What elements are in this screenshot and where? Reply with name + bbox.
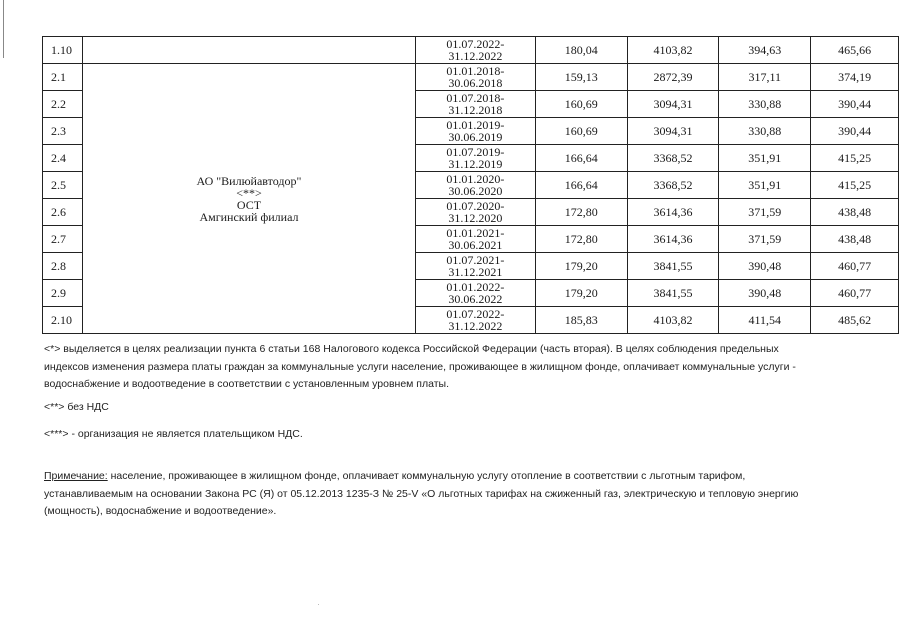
row-number: 2.7	[43, 226, 83, 253]
period-start: 01.07.2019-	[446, 145, 505, 159]
footnote-vat-line-3: водоснабжение и водоотведение в соответствии с установленным уровнем платы.	[44, 378, 450, 390]
period-start: 01.07.2022-	[446, 37, 505, 51]
row-number: 2.8	[43, 253, 83, 280]
period-cell	[416, 91, 536, 118]
period-end: 30.06.2019	[448, 130, 503, 144]
tariff-table	[42, 36, 899, 334]
value-cell-v3: 394,63	[719, 37, 811, 64]
value-cell-v4: 390,44	[811, 118, 899, 145]
period-end: 31.12.2022	[448, 49, 503, 63]
remark-text: население, проживающее в жилищном фонде, оплачивает коммунальную услугу отопление в соответствии с льготным тарифом,	[107, 470, 746, 482]
value-cell-v1: 172,80	[535, 226, 627, 253]
period-start: 01.07.2020-	[446, 199, 505, 213]
remark-line-3: (мощность), водоснабжение и водоотведение».	[44, 505, 277, 517]
value-cell-v2: 3841,55	[627, 280, 719, 307]
value-cell-v2: 2872,39	[627, 64, 719, 91]
period-cell	[416, 280, 536, 307]
value-cell-v4: 438,48	[811, 226, 899, 253]
value-cell-v1: 160,69	[535, 91, 627, 118]
row-number: 2.6	[43, 199, 83, 226]
period-start: 01.01.2018-	[446, 64, 505, 78]
row-number: 2.10	[43, 307, 83, 334]
value-cell-v3: 371,59	[719, 226, 811, 253]
period-end: 31.12.2020	[448, 211, 503, 225]
scan-speck	[318, 604, 319, 605]
period-cell	[416, 37, 536, 64]
value-cell-v3: 351,91	[719, 145, 811, 172]
value-cell-v4: 415,25	[811, 172, 899, 199]
period-cell	[416, 253, 536, 280]
value-cell-v1: 179,20	[535, 253, 627, 280]
period-cell	[416, 118, 536, 145]
period-cell	[416, 64, 536, 91]
period-cell	[416, 145, 536, 172]
period-start: 01.01.2022-	[446, 280, 505, 294]
value-cell-v2: 3841,55	[627, 253, 719, 280]
period-end: 31.12.2021	[448, 265, 503, 279]
period-end: 31.12.2022	[448, 319, 503, 333]
row-number: 2.9	[43, 280, 83, 307]
value-cell-v2: 3614,36	[627, 226, 719, 253]
margin-line	[3, 0, 4, 58]
period-start: 01.07.2022-	[446, 307, 505, 321]
period-cell	[416, 172, 536, 199]
value-cell-v1: 179,20	[535, 280, 627, 307]
value-cell-v1: 166,64	[535, 172, 627, 199]
table-row	[43, 37, 899, 64]
row-number: 2.2	[43, 91, 83, 118]
value-cell-v2: 3614,36	[627, 199, 719, 226]
value-cell-v3: 317,11	[719, 64, 811, 91]
period-cell	[416, 307, 536, 334]
value-cell-v1: 166,64	[535, 145, 627, 172]
table-row	[43, 64, 899, 91]
value-cell-v4: 390,44	[811, 91, 899, 118]
row-number: 2.5	[43, 172, 83, 199]
value-cell-v3: 330,88	[719, 118, 811, 145]
row-number: 2.1	[43, 64, 83, 91]
footnote-vat-line-2: индексов изменения размера платы граждан за коммунальные услуги население, проживающее в жилищном фонде, оплачивает коммунальные услуги -	[44, 360, 796, 373]
value-cell-v2: 4103,82	[627, 307, 719, 334]
value-cell-v2: 3094,31	[627, 118, 719, 145]
period-end: 30.06.2018	[448, 76, 503, 90]
value-cell-v3: 351,91	[719, 172, 811, 199]
value-cell-v2: 3094,31	[627, 91, 719, 118]
period-end: 30.06.2021	[448, 238, 503, 252]
value-cell-v3: 371,59	[719, 199, 811, 226]
value-cell-v4: 374,19	[811, 64, 899, 91]
value-cell-v4: 438,48	[811, 199, 899, 226]
value-cell-v4: 415,25	[811, 145, 899, 172]
value-cell-v4: 485,62	[811, 307, 899, 334]
period-start: 01.01.2019-	[446, 118, 505, 132]
org-cell-empty	[82, 37, 415, 64]
remark-line-2: устанавливаемым на основании Закона РС (Я) от 05.12.2013 1235-З № 25-V «О льготных тарифах на сжиженный газ, электрическую и тепловую энергию	[44, 487, 799, 500]
remark	[44, 468, 844, 521]
value-cell-v1: 160,69	[535, 118, 627, 145]
org-line2: <**>	[236, 185, 262, 200]
footnote-no-vat: <**> без НДС	[44, 401, 109, 413]
value-cell-v2: 3368,52	[627, 145, 719, 172]
value-cell-v4: 465,66	[811, 37, 899, 64]
value-cell-v1: 172,80	[535, 199, 627, 226]
value-cell-v3: 390,48	[719, 253, 811, 280]
period-end: 31.12.2019	[448, 157, 503, 171]
period-cell	[416, 199, 536, 226]
org-cell	[82, 64, 415, 334]
value-cell-v3: 411,54	[719, 307, 811, 334]
period-end: 31.12.2018	[448, 103, 503, 117]
period-cell	[416, 226, 536, 253]
value-cell-v1: 180,04	[535, 37, 627, 64]
value-cell-v2: 3368,52	[627, 172, 719, 199]
remark-label: Примечание:	[44, 470, 108, 482]
period-start: 01.07.2018-	[446, 91, 505, 105]
value-cell-v4: 460,77	[811, 280, 899, 307]
period-end: 30.06.2022	[448, 292, 503, 306]
value-cell-v2: 4103,82	[627, 37, 719, 64]
org-line4: Амгинский филиал	[199, 209, 299, 224]
value-cell-v4: 460,77	[811, 253, 899, 280]
value-cell-v3: 330,88	[719, 91, 811, 118]
footnote-not-vat-payer: <***> - организация не является плательщиком НДС.	[44, 428, 303, 440]
row-number: 2.4	[43, 145, 83, 172]
org-line1: АО "Вилюйавтодор"	[196, 173, 302, 188]
row-number: 2.3	[43, 118, 83, 145]
footnote-vat	[44, 341, 844, 394]
period-start: 01.07.2021-	[446, 253, 505, 267]
value-cell-v1: 159,13	[535, 64, 627, 91]
org-line3: ОСТ	[236, 197, 262, 212]
period-start: 01.01.2020-	[446, 172, 505, 186]
remark-line-1	[44, 468, 844, 486]
footnote-vat-line-1: <*> выделяется в целях реализации пункта 6 статьи 168 Налогового кодекса Российской Федерации (часть вторая). В целях соблюдения предельных	[44, 343, 779, 355]
period-start: 01.01.2021-	[446, 226, 505, 240]
row-number: 1.10	[43, 37, 83, 64]
value-cell-v1: 185,83	[535, 307, 627, 334]
period-end: 30.06.2020	[448, 184, 503, 198]
value-cell-v3: 390,48	[719, 280, 811, 307]
